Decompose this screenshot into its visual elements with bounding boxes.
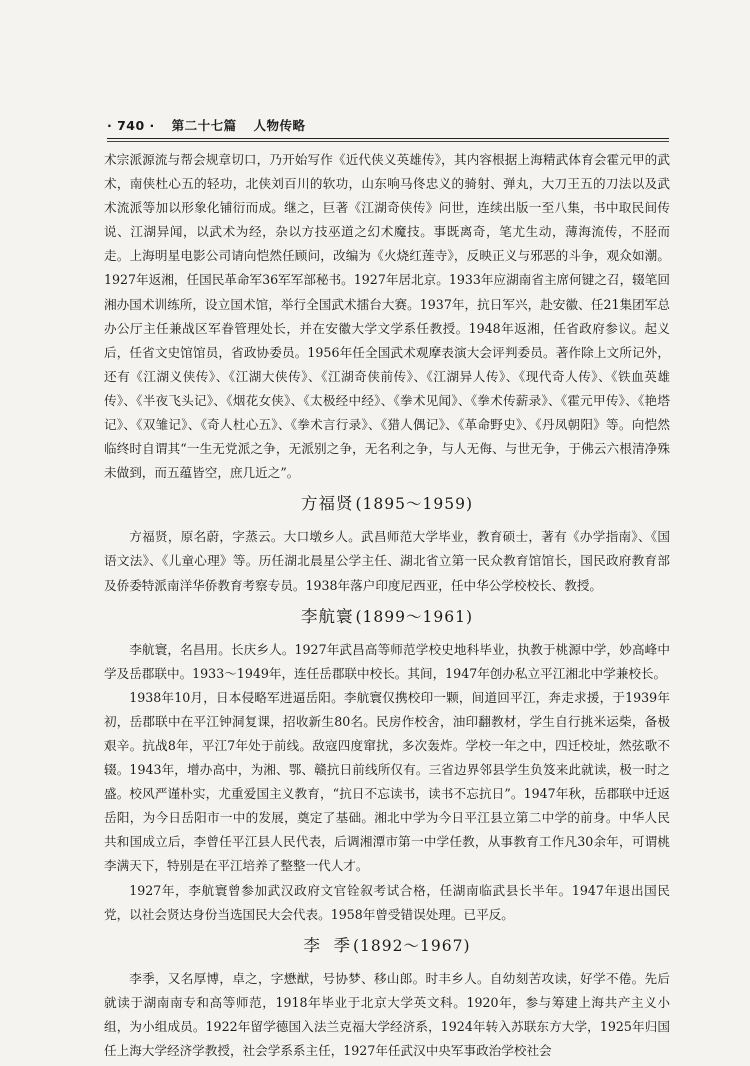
bio-paragraph: 李季，又名厚博，卓之，字懋猷，号协梦、移山郎。时丰乡人。自幼刻苦攻读，好学不倦。先后就读于湖南南专和高等师范，1918年毕业于北京大学英文科。1920年，参与筹建上海共产主义小组，为小组成员。1922年留学德国入法兰克福大学经济系，1924年转入苏联东方大学，1925年归国任上海大学经济学教授，社会学系系主任，1927年任武汉中央军事政治学校社会 [104, 970, 670, 1058]
body-text [104, 148, 670, 1063]
bio-paragraph: 1938年10月，日本侵略军进逼岳阳。李航寰仅携校印一颗，间道回平江，奔走求援，于1939年初，岳郡联中在平江钟洞复课，招收新生80名。民房作校舍，油印翻教材，学生自行挑米运柴，备极艰辛。抗战8年，平江7年处于前线。敌寇四度窜扰，多次轰炸。学校一年之中，四迁校址，然弦歌不辍。1943年，增办高中，为湘、鄂、赣抗日前线所仅有。三省边界邻县学生负笈来此就读，极一时之盛。校风严谨朴实，尤重爱国主义教育，“抗日不忘读书，读书不忘抗日”。1947年秋，岳郡联中迁返岳阳，为今日岳阳市一中的发展，奠定了基础。湘北中学为今日平江县立第二中学的前身。中华人民共和国成立后，李曾任平江县人民代表，后调湘潭市第一中学任教，从事教育工作凡30余年，可谓桃李满天下，特别是在平江培养了整整一代人才。 [104, 689, 670, 874]
page-number: · 740 · [107, 118, 155, 133]
bio-heading [104, 489, 670, 519]
chapter-title: 第二十七篇 [171, 118, 237, 133]
bio-name: 李航寰 [301, 606, 354, 626]
bio-paragraph: 1927年，李航寰曾参加武汉政府文官铨叙考试合格，任湖南临武县长半年。1947年退出国民党，以社会贤达身份当选国民大会代表。1958年曾受错误处理。已平反。 [104, 882, 670, 922]
bio-years: (1892～1967) [353, 936, 471, 955]
bio-paragraph: 方福贤，原名蔚，字蒸云。大口墩乡人。武昌师范大学毕业，教育硕士，著有《办学指南》、《国语文法》、《儿童心理》等。历任湖北晨星公学主任、湖北省立第一民众教育馆馆长，国民政府教育部及侨委特派南洋华侨教育考察专员。1938年落户印度尼西亚，任中华公学校校长、教授。 [104, 529, 670, 593]
bio-name: 李 季 [303, 935, 351, 955]
header-rule-thin [107, 141, 669, 142]
bio-paragraph: 李航寰，名昌用。长庆乡人。1927年武昌高等师范学校史地科毕业，执教于桃源中学，妙高峰中学及岳郡联中。1933～1949年，连任岳郡联中校长。其间，1947年创办私立平江湘北中学兼校长。 [104, 641, 670, 681]
bio-years: (1895～1959) [355, 495, 473, 514]
header-rule [107, 138, 669, 139]
running-header [107, 116, 667, 134]
bio-years: (1899～1961) [355, 607, 473, 626]
bio-name: 方福贤 [301, 494, 354, 514]
section-title: 人物传略 [253, 118, 306, 133]
intro-paragraph: 术宗派源流与帮会规章切口，乃开始写作《近代侠义英雄传》，其内容根据上海精武体育会霍元甲的武术，南侠杜心五的轻功，北侠刘百川的软功，山东响马佟忠义的骑射、弹丸，大刀王五的刀法以及武术流派等加以形象化铺衍而成。继之，巨著《江湖奇侠传》问世，连续出版一至八集，书中取民间传说、江湖异闻，以武术为经，杂以方技巫道之幻术魔技。事既离奇，笔尤生动，薄海流传，不胫而走。上海明星电影公司请向恺然任顾问，改编为《火烧红莲寺》，反映正义与邪恶的斗争，观众如潮。1927年返湘，任国民革命军36军军部秘书。1927年居北京。1933年应湖南省主席何键之召，辍笔回湘办国术训练所，设立国术馆，举行全国武术擂台大赛。1937年，抗日军兴，赴安徽、任21集团军总办公厅主任兼战区军眷管理处长，并在安徽大学文学系任教授。1948年返湘，任省政府参议。起义后，任省文史馆馆员，省政协委员。1956年任全国武术观摩表演大会评判委员。著作除上文所记外，还有《江湖义侠传》、《江湖大侠传》、《江湖奇侠前传》、《江湖异人传》、《现代奇人传》、《铁血英雄传》、《半夜飞头记》、《烟花女侠》、《太极经中经》、《拳术见闻》、《拳术传薪录》、《霍元甲传》、《艳塔记》、《双雏记》、《奇人杜心五》、《拳术言行录》、《猎人偶记》、《革命野史》、《丹凤朝阳》等。向恺然临终时自谓其“一生无党派之争，无派别之争，无名利之争，与人无侮、与世无争，于佛云六根清净殊未做到，而五蕴皆空，庶几近之”。 [104, 152, 670, 481]
bio-heading [104, 602, 670, 632]
bio-heading [104, 931, 670, 961]
